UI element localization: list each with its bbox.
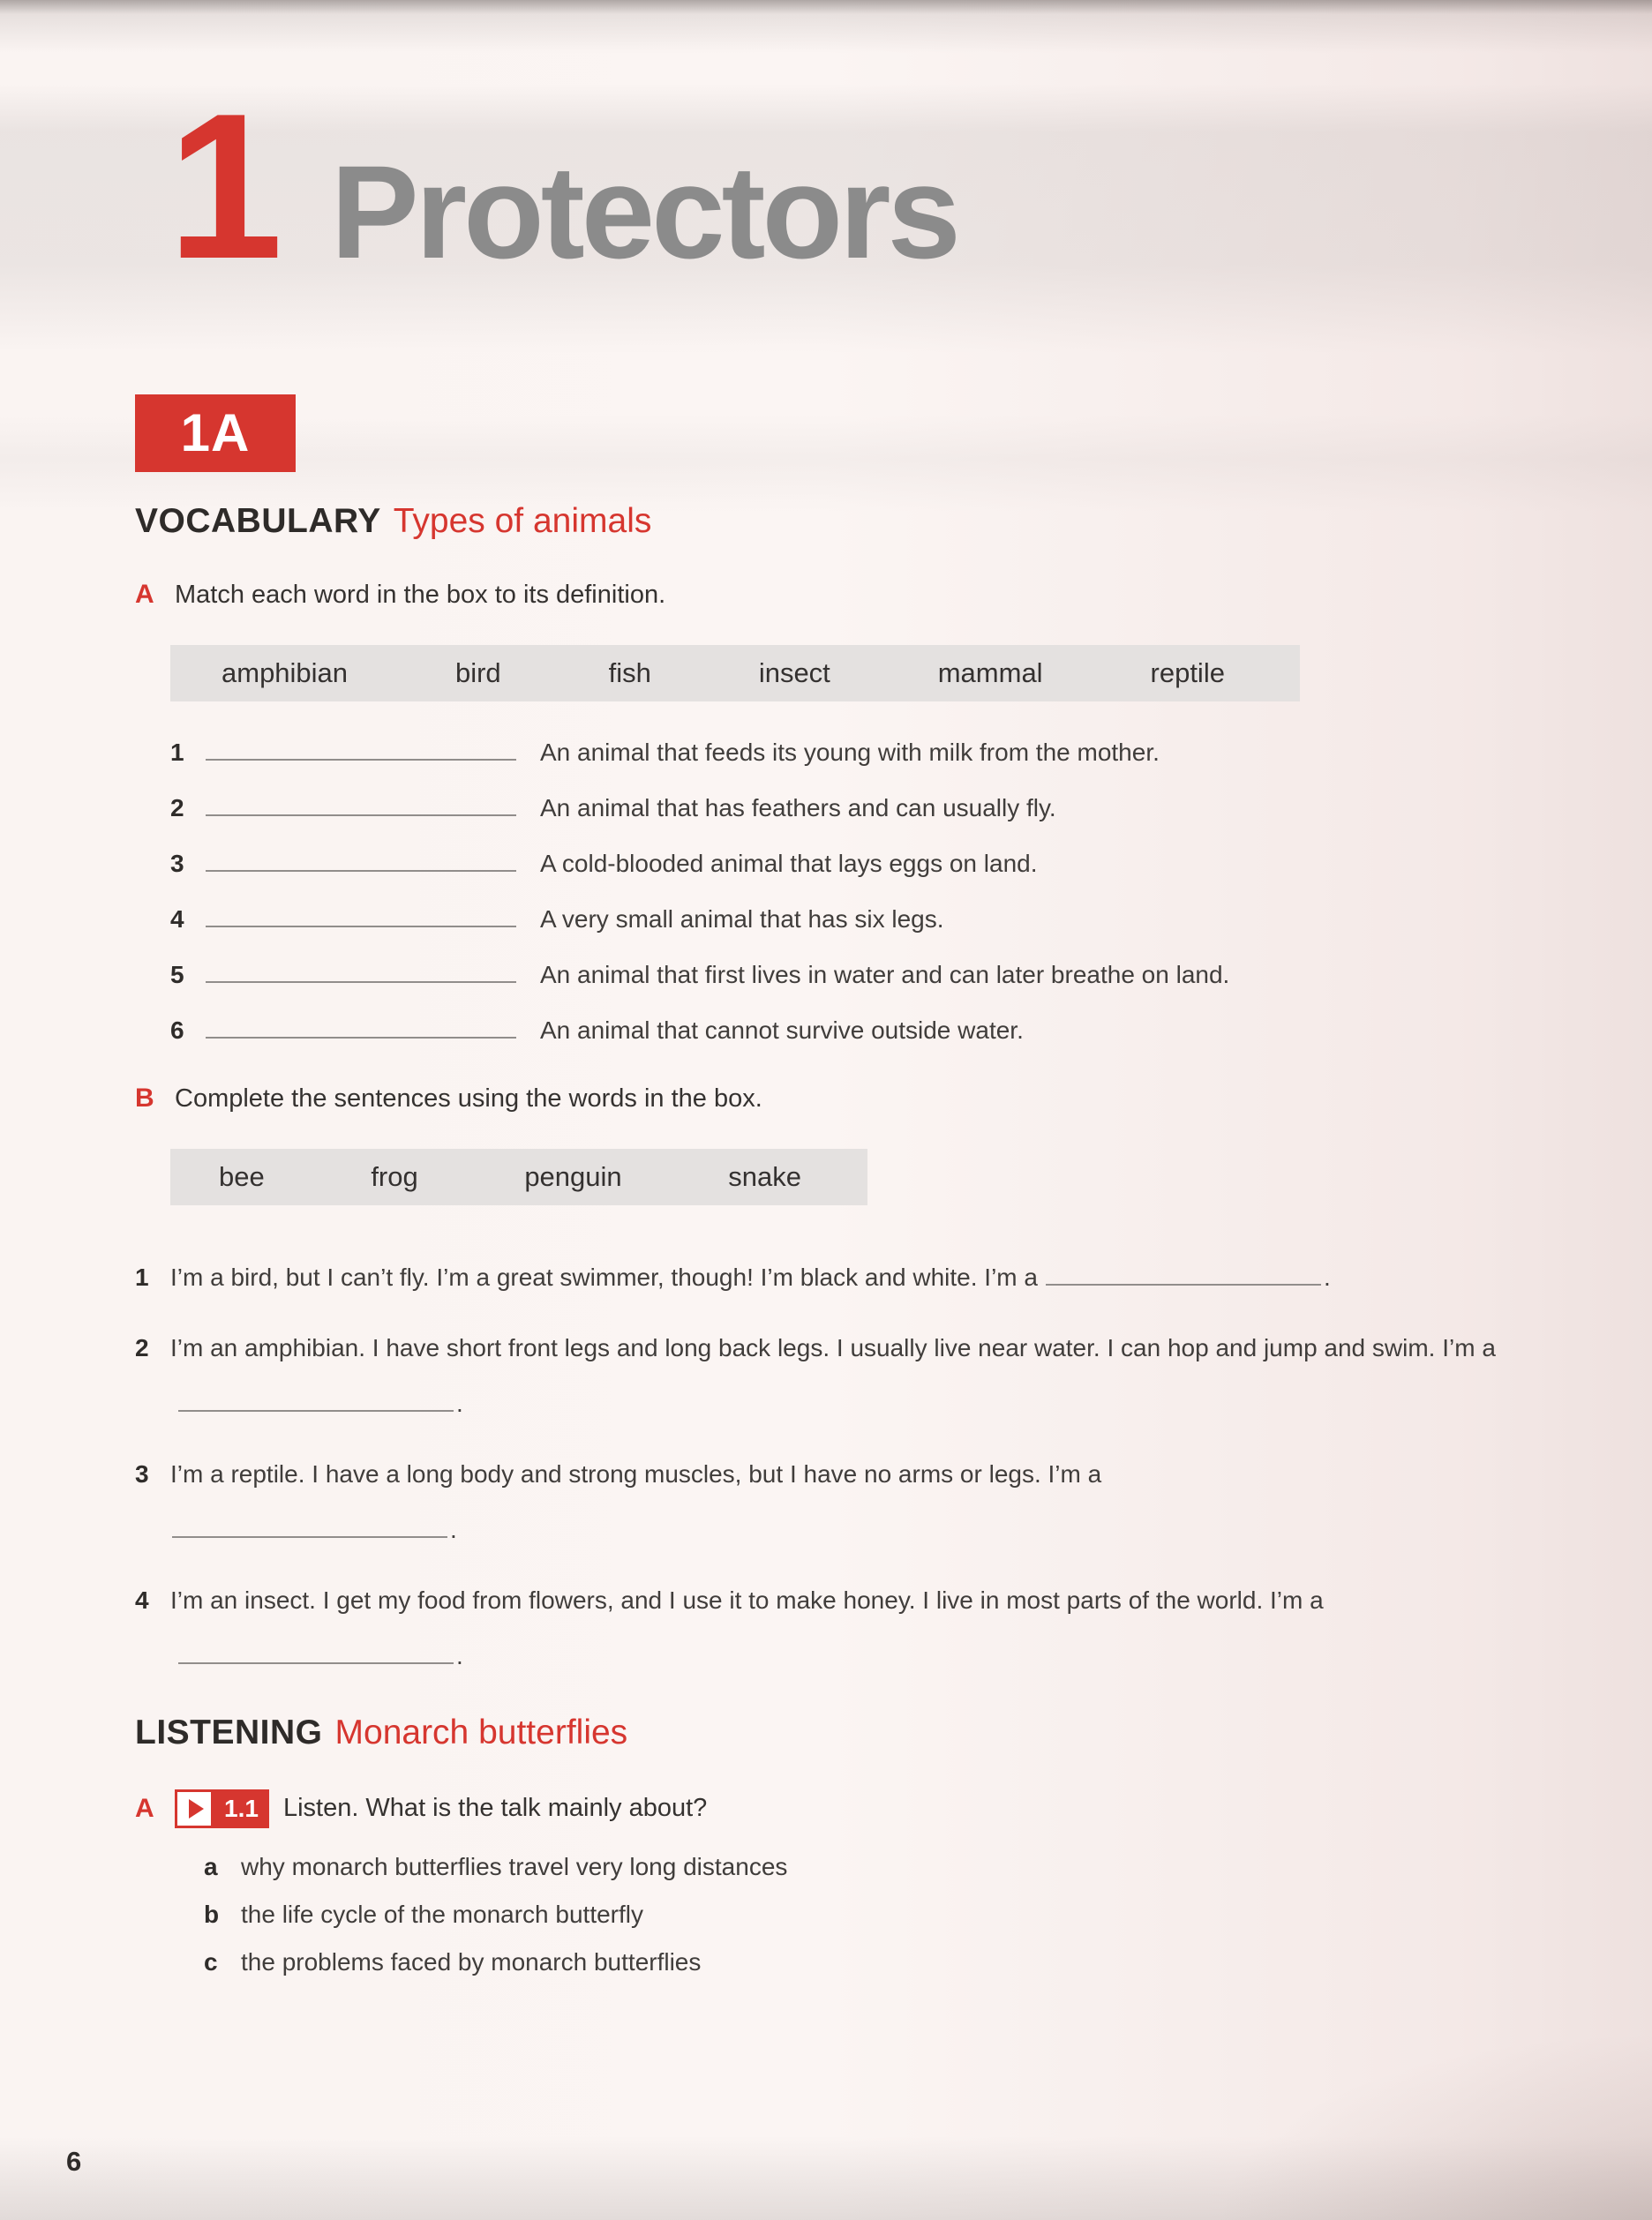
option-item — [204, 1948, 1547, 1976]
sentence-before-blank: I’m an insect. I get my food from flowers, and I use it to make honey. I live in most parts of the world. I’m a — [170, 1586, 1324, 1614]
listening-exercise-label: A — [135, 1793, 154, 1823]
definition-text: An animal that first lives in water and can later breathe on land. — [540, 960, 1230, 988]
sentence-text — [170, 1249, 1498, 1305]
page-number: 6 — [66, 2146, 82, 2177]
answer-blank — [206, 981, 516, 983]
word-box-animal-names — [170, 1149, 867, 1205]
unit-headline — [0, 0, 1652, 302]
track-number: 1.1 — [214, 1789, 269, 1828]
listening-heading — [135, 1714, 1547, 1752]
item-number: 3 — [135, 1459, 149, 1488]
word-box-word: bee — [219, 1160, 265, 1192]
match-item — [170, 794, 1547, 822]
sentence-text — [170, 1320, 1498, 1431]
sentence-before-blank: I’m a bird, but I can’t fly. I’m a great swimmer, though! I’m black and white. I’m a — [170, 1263, 1038, 1291]
answer-blank — [172, 1536, 447, 1538]
sentence-after-blank: . — [456, 1641, 463, 1669]
item-number: 3 — [170, 849, 184, 877]
definition-text: An animal that feeds its young with milk from the mother. — [540, 738, 1160, 766]
sentence-after-blank: . — [450, 1515, 457, 1543]
match-item — [170, 739, 1547, 767]
answer-blank — [206, 759, 516, 761]
word-box-word: mammal — [937, 656, 1043, 688]
listening-exercise-header — [135, 1789, 1547, 1828]
answer-blank — [206, 870, 516, 872]
listening-heading-label: LISTENING — [135, 1713, 323, 1751]
sentence-text — [170, 1446, 1498, 1557]
option-letter: c — [204, 1947, 218, 1976]
exercise-a-header — [135, 580, 1547, 610]
vocabulary-topic: Types of animals — [393, 501, 652, 540]
exercise-a-label: A — [135, 579, 154, 609]
word-box-word: amphibian — [222, 656, 349, 688]
unit-title: Protectors — [330, 138, 957, 286]
definition-text: A very small animal that has six legs. — [540, 904, 944, 933]
word-box-word: penguin — [524, 1160, 622, 1192]
word-box-word: fish — [608, 656, 651, 688]
option-letter: a — [204, 1852, 218, 1880]
answer-blank — [206, 1037, 516, 1039]
exercise-a-instruction: Match each word in the box to its definition. — [175, 580, 666, 609]
play-icon — [175, 1789, 214, 1828]
item-number: 4 — [170, 904, 184, 933]
unit-number: 1 — [168, 70, 276, 302]
word-box-word: frog — [371, 1160, 418, 1192]
match-item — [170, 850, 1547, 878]
option-text: why monarch butterflies travel very long distances — [241, 1852, 788, 1880]
item-number: 5 — [170, 960, 184, 988]
sentence-before-blank: I’m a reptile. I have a long body and strong muscles, but I have no arms or legs. I’m a — [170, 1459, 1102, 1488]
sentence-after-blank: . — [456, 1389, 463, 1417]
item-number: 1 — [170, 738, 184, 766]
exercise-b-header — [135, 1084, 1547, 1114]
word-box-word: reptile — [1150, 656, 1225, 688]
definition-text: A cold-blooded animal that lays eggs on land. — [540, 849, 1038, 877]
answer-blank — [178, 1662, 454, 1664]
definition-text: An animal that has feathers and can usually fly. — [540, 793, 1056, 821]
sentence-item — [135, 1249, 1547, 1305]
option-item — [204, 1901, 1547, 1929]
sentence-completion-list — [135, 1249, 1547, 1684]
audio-track-badge — [175, 1789, 269, 1828]
sentence-item — [135, 1320, 1547, 1431]
word-box-word: bird — [454, 656, 501, 688]
item-number: 4 — [135, 1586, 149, 1614]
sentence-item — [135, 1572, 1547, 1684]
word-box-animals — [170, 645, 1300, 701]
item-number: 2 — [135, 1333, 149, 1361]
sentence-text — [170, 1572, 1498, 1684]
option-item — [204, 1853, 1547, 1881]
item-number: 6 — [170, 1016, 184, 1044]
sentence-after-blank: . — [1323, 1263, 1331, 1291]
answer-blank — [206, 926, 516, 927]
option-text: the problems faced by monarch butterflies — [241, 1947, 702, 1976]
match-item — [170, 961, 1547, 989]
exercise-b-instruction: Complete the sentences using the words in the box. — [175, 1084, 762, 1113]
word-box-word: snake — [728, 1160, 801, 1192]
page-content — [135, 280, 1547, 1976]
definition-text: An animal that cannot survive outside water. — [540, 1016, 1024, 1044]
vocabulary-heading — [135, 502, 1547, 541]
option-text: the life cycle of the monarch butterfly — [241, 1900, 643, 1928]
word-box-word: insect — [758, 656, 830, 688]
option-letter: b — [204, 1900, 220, 1928]
answer-blank — [178, 1410, 454, 1412]
matching-list — [170, 739, 1547, 1045]
sentence-item — [135, 1446, 1547, 1557]
item-number: 2 — [170, 793, 184, 821]
lesson-badge: 1A — [135, 394, 296, 472]
exercise-b-label: B — [135, 1083, 154, 1113]
answer-blank — [206, 814, 516, 816]
answer-blank — [1046, 1284, 1321, 1286]
listening-topic: Monarch butterflies — [334, 1713, 628, 1751]
listening-options — [204, 1853, 1547, 1976]
match-item — [170, 905, 1547, 934]
item-number: 1 — [135, 1263, 149, 1291]
match-item — [170, 1016, 1547, 1045]
listening-instruction: Listen. What is the talk mainly about? — [282, 1794, 708, 1822]
sentence-before-blank: I’m an amphibian. I have short front legs and long back legs. I usually live near water. I can hop and jump and swim. I’m a — [170, 1333, 1496, 1361]
vocabulary-heading-label: VOCABULARY — [135, 501, 381, 540]
